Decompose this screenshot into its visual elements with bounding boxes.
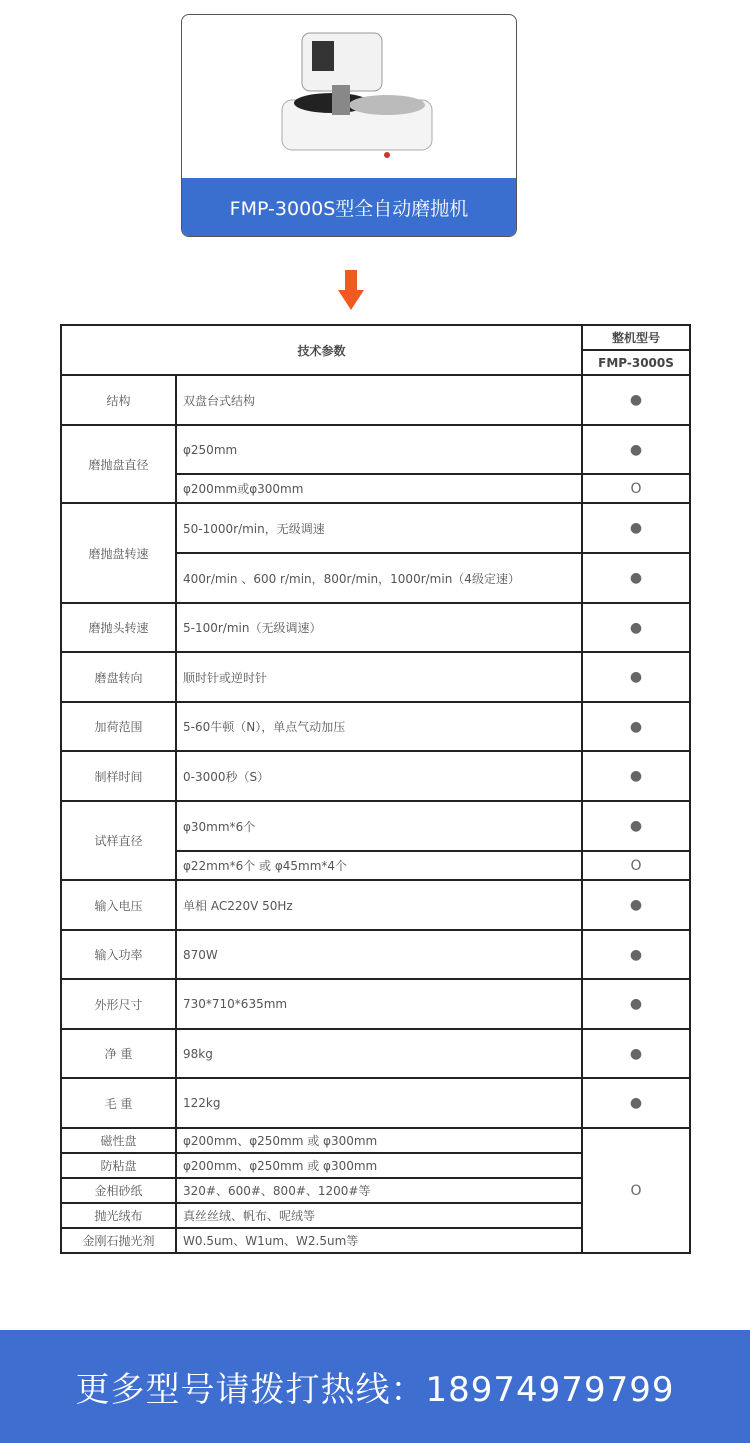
accessory-value: 真丝丝绒、帆布、呢绒等 (176, 1203, 582, 1228)
table-row (61, 930, 690, 979)
table-row (61, 503, 690, 553)
accessory-label: 金相砂纸 (61, 1178, 176, 1203)
accessory-label: 防粘盘 (61, 1153, 176, 1178)
param-label: 加荷范围 (61, 702, 176, 751)
param-label: 净 重 (61, 1029, 176, 1078)
param-value: φ200mm或φ300mm (176, 474, 582, 503)
availability-mark: ● (582, 1078, 690, 1128)
table-row (61, 801, 690, 851)
param-label: 外形尺寸 (61, 979, 176, 1029)
availability-mark: O (582, 474, 690, 503)
availability-mark: ● (582, 375, 690, 425)
availability-mark: ● (582, 930, 690, 979)
param-value: 400r/min 、600 r/min，800r/min，1000r/min（4级定速） (176, 553, 582, 603)
table-row (61, 751, 690, 801)
param-value: 870W (176, 930, 582, 979)
product-caption: FMP-3000S型全自动磨抛机 (182, 178, 516, 236)
availability-mark: ● (582, 979, 690, 1029)
header-model-label: 整机型号 (582, 325, 690, 350)
param-label: 输入功率 (61, 930, 176, 979)
table-row (61, 979, 690, 1029)
param-value: 单相 AC220V 50Hz (176, 880, 582, 930)
param-label: 结构 (61, 375, 176, 425)
accessory-value: W0.5um、W1um、W2.5um等 (176, 1228, 582, 1253)
header-model: FMP-3000S (582, 350, 690, 375)
product-card (181, 14, 517, 237)
availability-mark: ● (582, 751, 690, 801)
param-value: 5-60牛顿（N），单点气动加压 (176, 702, 582, 751)
param-label: 毛 重 (61, 1078, 176, 1128)
accessory-row (61, 1128, 690, 1153)
spec-table (60, 324, 691, 1254)
param-value: 50-1000r/min，无级调速 (176, 503, 582, 553)
availability-mark: ● (582, 553, 690, 603)
param-value: 730*710*635mm (176, 979, 582, 1029)
accessory-value: φ200mm、φ250mm 或 φ300mm (176, 1128, 582, 1153)
accessory-value: φ200mm、φ250mm 或 φ300mm (176, 1153, 582, 1178)
param-value: φ22mm*6个 或 φ45mm*4个 (176, 851, 582, 880)
product-image (182, 15, 516, 178)
arrow-down-icon (338, 270, 364, 316)
param-value: 顺时针或逆时针 (176, 652, 582, 702)
table-row (61, 375, 690, 425)
accessory-label: 金刚石抛光剂 (61, 1228, 176, 1253)
accessory-label: 磁性盘 (61, 1128, 176, 1153)
param-value: 122kg (176, 1078, 582, 1128)
param-value: φ250mm (176, 425, 582, 474)
availability-mark: ● (582, 652, 690, 702)
table-row (61, 880, 690, 930)
table-row (61, 425, 690, 474)
accessory-label: 抛光绒布 (61, 1203, 176, 1228)
table-row (61, 702, 690, 751)
table-row (61, 1078, 690, 1128)
param-label: 磨抛头转速 (61, 603, 176, 652)
availability-mark: ● (582, 503, 690, 553)
availability-mark: ● (582, 702, 690, 751)
accessory-mark: O (582, 1128, 690, 1253)
hotline-banner: 更多型号请拨打热线：18974979799 (0, 1330, 750, 1443)
param-value: φ30mm*6个 (176, 801, 582, 851)
param-label: 磨抛盘直径 (61, 425, 176, 503)
param-label: 制样时间 (61, 751, 176, 801)
param-value: 0-3000秒（S） (176, 751, 582, 801)
accessory-value: 320#、600#、800#、1200#等 (176, 1178, 582, 1203)
param-label: 磨抛盘转速 (61, 503, 176, 603)
param-label: 试样直径 (61, 801, 176, 880)
param-label: 磨盘转向 (61, 652, 176, 702)
availability-mark: O (582, 851, 690, 880)
availability-mark: ● (582, 425, 690, 474)
table-row (61, 603, 690, 652)
param-value: 98kg (176, 1029, 582, 1078)
availability-mark: ● (582, 1029, 690, 1078)
header-params: 技术参数 (61, 325, 582, 375)
availability-mark: ● (582, 603, 690, 652)
table-row (61, 1029, 690, 1078)
table-row (61, 652, 690, 702)
param-label: 输入电压 (61, 880, 176, 930)
availability-mark: ● (582, 880, 690, 930)
availability-mark: ● (582, 801, 690, 851)
param-value: 双盘台式结构 (176, 375, 582, 425)
param-value: 5-100r/min（无级调速） (176, 603, 582, 652)
